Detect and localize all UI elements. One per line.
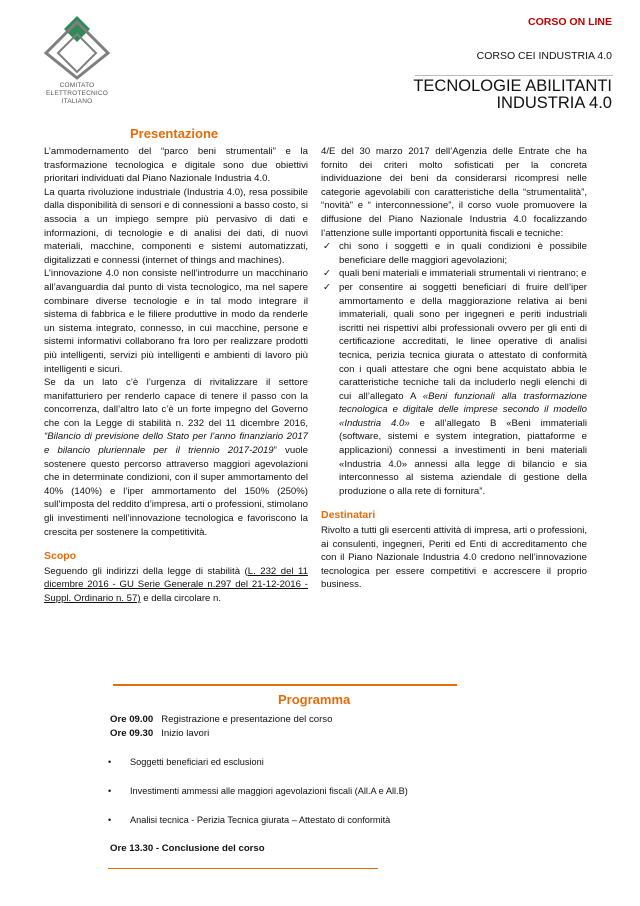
section-title-presentazione: Presentazione <box>130 126 219 141</box>
page-title <box>413 78 612 112</box>
course-mode-label: CORSO ON LINE <box>527 16 612 28</box>
schedule-row <box>110 713 332 726</box>
cei-logo <box>38 14 116 106</box>
header-divider <box>415 75 613 76</box>
paragraph-1: L’ammodernamento del “parco beni strumentali” e la trasformazione tecnologica e digitale sono due obiettivi prioritari individuati dal Piano Nazionale Industria 4.0. <box>44 146 308 185</box>
scopo-text <box>44 565 308 606</box>
programma-bullet <box>108 757 264 767</box>
paragraph-4-text-a: Se da un lato c’è l’urgenza di rivitalizzare il settore manifatturiero per renderlo capace di tenere il passo con la concorrenza, dall’altro lato c’è un forte impegno del Governo che con la Legge di stabilità n. 232 del 11 dicembre 2016, <box>44 377 308 429</box>
scopo-text-b: e della circolare n. <box>140 593 222 604</box>
list-item <box>321 281 587 499</box>
allegato-a-italic: «Beni funzionali alla trasformazione tecnologica e digitale delle imprese secondo il modello «Industria 4.0» <box>339 390 588 429</box>
programma-bullet-text: Analisi tecnica - Perizia Tecnica giurata – Attestato di conformità <box>130 815 391 825</box>
list-item <box>321 267 587 281</box>
section-title-destinatari: Destinatari <box>321 509 376 522</box>
list-item-text: chi sono i soggetti e in quali condizioni è possibile beneficiare delle maggiori agevolazioni; <box>339 241 587 266</box>
programma-bullet <box>108 815 390 825</box>
check-icon: ✓ <box>323 281 332 293</box>
schedule-row <box>110 727 209 740</box>
section-title-programma: Programma <box>278 692 351 707</box>
cei-logo-graphic <box>38 14 116 80</box>
section-title-scopo: Scopo <box>44 550 77 563</box>
programma-bullet <box>108 786 408 796</box>
opportunities-list <box>321 240 587 498</box>
schedule-label: Registrazione e presentazione del corso <box>161 714 333 725</box>
paragraph-4-text-b: ” vuole sostenere questo percorso attraverso maggiori agevolazioni che in determinate condizioni, con il super ammortamento del 40% (140%) e l’iper ammortamento del 150% (250%) sull’imposta del reddito d’impresa, arti o professioni, stimolano gli investimenti nell’innovazione tecnologica e favoriscono la crescita per sostenere la competitività. <box>44 445 308 538</box>
right-intro: 4/E del 30 marzo 2017 dell’Agenzia delle Entrate che ha fornito dei criteri molto sofisticati per la concreta individuazione dei beni da considerarsi ricompresi nelle categorie agevolabili con caratteristiche della “strumentalità”, “novità” e “ interconnessione”, il corso vuole promuovere la diffusione del Piano Nazionale Industria 4.0 focalizzando l’attenzione sulle importanti opportunità fiscali e tecniche: <box>321 146 587 239</box>
list-item-text: quali beni materiali e immateriali strumentali vi rientrano; e <box>339 268 587 280</box>
bottom-divider <box>108 868 378 869</box>
schedule-label: Inizio lavori <box>161 728 210 739</box>
left-column <box>44 145 308 606</box>
paragraph-2: La quarta rivoluzione industriale (Industria 4.0), resa possibile dalla disponibilità di sensori e di connessioni a basso costo, si associa a un impiego sempre più pervasivo di dati e informazioni, di tecnologie e di analisi dei dati, di nuovi materiali, macchine, componenti e sistemi automatizzati, digitalizzati e connessi (internet of things and machines). <box>44 186 308 266</box>
right-column <box>321 145 587 592</box>
schedule-end: Ore 13.30 - Conclusione del corso <box>110 843 265 854</box>
bullet-icon: • <box>108 815 112 825</box>
paragraph-4 <box>44 376 308 539</box>
bullet-icon: • <box>108 757 112 767</box>
logo-line-1: COMITATO <box>59 82 95 89</box>
scopo-text-a: Seguendo gli indirizzi della legge di stabilità ( <box>44 565 248 577</box>
schedule-time: Ore 09.30 <box>110 728 154 739</box>
logo-text <box>38 82 116 106</box>
law-title-italic: “Bilancio di previsione dello Stato per l’anno finanziario 2017 e bilancio pluriennale per il triennio 2017-2019 <box>44 431 308 457</box>
list-item <box>321 240 587 267</box>
logo-line-2: ELETTROTECNICO <box>45 90 109 97</box>
schedule-time: Ore 09.00 <box>110 714 154 725</box>
course-name: CORSO CEI INDUSTRIA 4.0 <box>476 50 612 62</box>
check-icon: ✓ <box>323 268 332 280</box>
page-title-line-1: TECNOLOGIE ABILITANTI <box>413 77 612 95</box>
check-icon: ✓ <box>323 241 332 253</box>
destinatari-text: Rivolto a tutti gli esercenti attività di impresa, arti o professioni, ai consulenti, ingegneri, Periti ed Enti di accreditamento che con il Piano Nazionale Industria 4.0 credono nell’innovazione tecnologica per essere competitivi e accrescere il proprio business. <box>321 525 587 591</box>
programma-bullet-text: Soggetti beneficiari ed esclusioni <box>130 757 264 767</box>
law-reference-link[interactable]: L. 232 del 11 dicembre 2016 - GU Serie Generale n.297 del 21-12-2016 - Suppl. Ordinario n. 57) <box>44 565 308 604</box>
programma-divider <box>113 684 457 686</box>
logo-line-3: ITALIANO <box>61 98 93 105</box>
paragraph-3: L’innovazione 4.0 non consiste nell’introdurre un macchinario all’avanguardia dal punto di vista tecnologico, ma nel sapere combinare diverse tecnologie e in tal modo integrare il sistema di fabbrica e le filiere produttive in modo da renderle un sistema integrato, connesso, in cui macchine, persone e sistemi informativi collaborano fra loro per realizzare prodotti più intelligenti, servizi più intelligenti e ambienti di lavoro più intelligenti e sicuri. <box>44 268 308 375</box>
list-item-text-a: per consentire ai soggetti beneficiari di fruire dell’iper ammortamento e della maggiorazione relativa ai beni immateriali, quali sono per ingegneri e periti industriali iscritti nei rispettivi albi professionali ovvero per gli enti di certificazione accreditati, le linee operative di analisi tecnica, perizia tecnica giurata o attestato di conformità con i quali attestare che ogni bene acquistato abbia le caratteristiche tecniche tali da includerlo negli elenchi di cui all’allegato A <box>339 281 587 402</box>
list-item-text-b: e all’allegato B «Beni immateriali (software, sistemi e system integration, piattaforme e applicazioni) connessi a investimenti in beni materiali «Industria 4.0» annessi alla legge di bilancio e sia interconnesso al sistema aziendale di gestione della produzione o alla rete di fornitura”. <box>339 417 587 497</box>
programma-bullet-text: Investimenti ammessi alle maggiori agevolazioni fiscali (All.A e All.B) <box>130 786 408 796</box>
bullet-icon: • <box>108 786 112 796</box>
page-title-line-2: INDUSTRIA 4.0 <box>496 94 612 112</box>
